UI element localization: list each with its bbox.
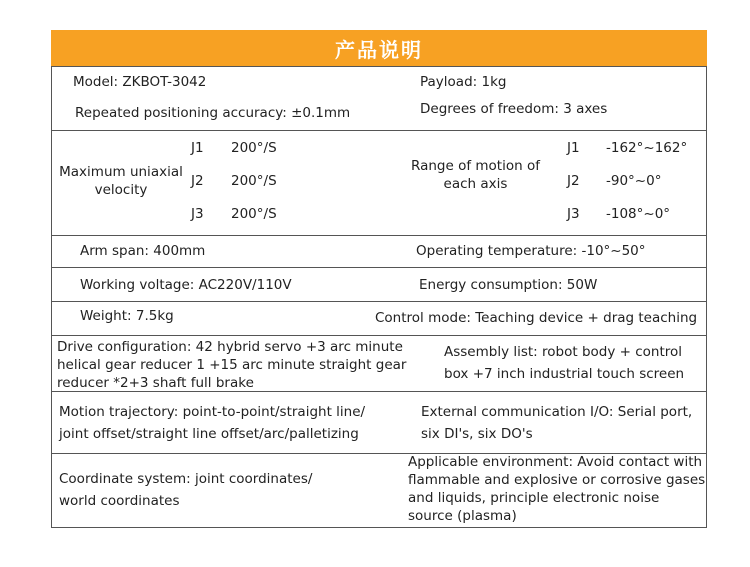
motion-range-joint: J3 [567,206,580,222]
working-voltage-text: Working voltage: AC220V/110V [80,277,292,293]
drive-config-text: Drive configuration: 42 hybrid servo +3 arc minute helical gear reducer 1 +15 arc minute straight gear reducer *2+3 shaft full brake [57,339,407,391]
spec-row-trajectory [52,391,706,453]
motion-range-value: -162°~162° [606,140,688,156]
motion-range-joint: J2 [567,173,580,189]
spec-row-accuracy [52,98,706,130]
environment-text: Applicable environment: Avoid contact with flammable and explosive or corrosive gases and liquids, principle electronic noise source (plasma) [408,454,706,524]
product-spec-sheet [51,30,707,528]
payload-text: Payload: 1kg [420,74,507,90]
spec-row-drive [52,335,706,391]
page-title: 产品说明 [51,30,707,66]
spec-table [51,66,707,528]
spec-row-arm-span [52,235,706,267]
velocity-joint: J3 [191,206,204,222]
velocity-joint: J1 [191,140,204,156]
dof-text: Degrees of freedom: 3 axes [420,101,608,117]
motion-range-label: Range of motion of each axis [411,158,540,192]
velocity-value: 200°/S [231,140,277,156]
ext-comm-text: External communication I/O: Serial port, six DI's, six DO's [421,404,693,442]
motion-trajectory-text: Motion trajectory: point-to-point/straight line/ joint offset/straight line offset/arc/palletizing [59,404,366,442]
weight-text: Weight: 7.5kg [80,308,174,324]
velocity-joint: J2 [191,173,204,189]
spec-row-velocity-range [52,130,706,235]
spec-row-coordinates [52,453,706,527]
velocity-value: 200°/S [231,206,277,222]
spec-row-voltage [52,267,706,301]
coord-system-text: Coordinate system: joint coordinates/ world coordinates [59,471,313,509]
motion-range-value: -90°~0° [606,173,662,189]
spec-row-weight [52,301,706,335]
arm-span-text: Arm span: 400mm [80,243,206,259]
assembly-list-text: Assembly list: robot body + control box +7 inch industrial touch screen [444,344,685,382]
motion-range-joint: J1 [567,140,580,156]
energy-text: Energy consumption: 50W [419,277,598,293]
velocity-value: 200°/S [231,173,277,189]
motion-range-value: -108°~0° [606,206,671,222]
spec-row-model [52,66,706,98]
control-mode-text: Control mode: Teaching device + drag teaching [375,310,698,326]
model-text: Model: ZKBOT-3042 [73,74,207,90]
repeat-accuracy-text: Repeated positioning accuracy: ±0.1mm [75,105,351,121]
velocity-label: Maximum uniaxial velocity [59,164,183,198]
operating-temp-text: Operating temperature: -10°~50° [416,243,646,259]
